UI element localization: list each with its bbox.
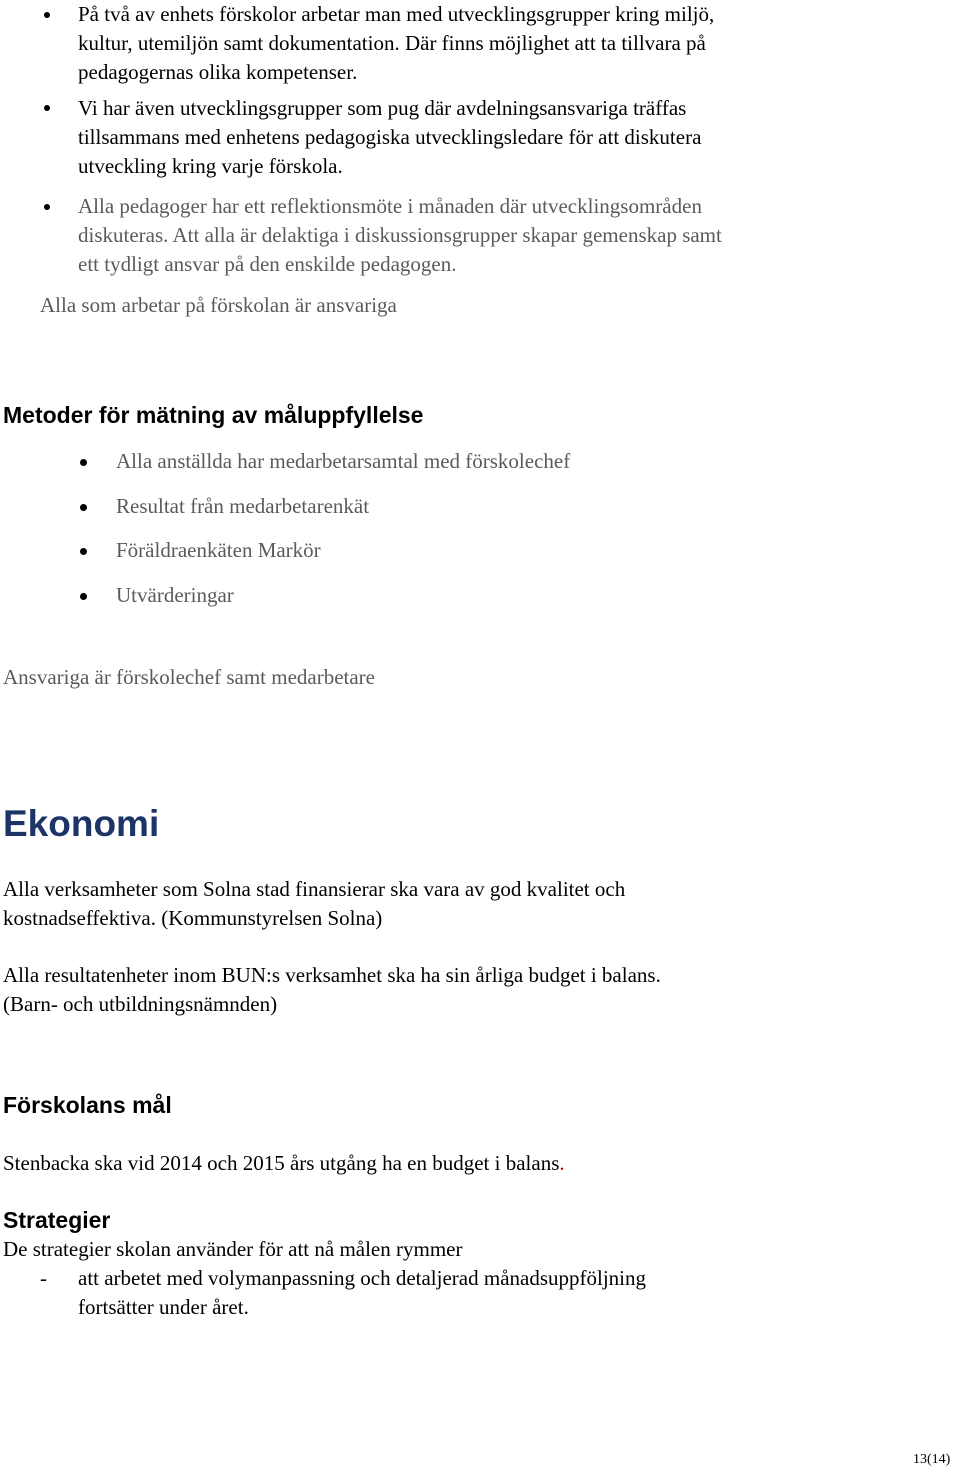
method-item: Utvärderingar [116,583,234,607]
bullet-dot [44,204,50,210]
bullet-item-1 [78,0,714,87]
paragraph-line: Alla resultatenheter inom BUN:s verksamhet ska ha sin årliga budget i balans. [3,963,661,987]
bullet-dot [80,593,87,600]
ekonomi-paragraph-1 [3,875,625,933]
strategy-line: fortsätter under året. [78,1295,249,1319]
strategy-line: att arbetet med volymanpassning och detaljerad månadsuppföljning [78,1266,647,1290]
method-item: Alla anställda har medarbetarsamtal med förskolechef [116,449,571,473]
bullet-dot [44,105,50,111]
responsible-all-text: Alla som arbetar på förskolan är ansvariga [40,293,397,317]
ekonomi-paragraph-2 [3,961,661,1019]
strategier-intro: De strategier skolan använder för att nå målen rymmer [3,1237,463,1261]
bullet-dot [80,548,87,555]
bullet-line: utveckling kring varje förskola. [78,154,343,178]
strategy-item [78,1264,646,1322]
bullet-item-3 [78,192,722,279]
bullet-item-2 [78,94,701,181]
bullet-dot [80,504,87,511]
bullet-dot [80,459,87,466]
strategier-heading: Strategier [3,1207,111,1233]
goal-period: . [559,1151,565,1175]
goal-text: Stenbacka ska vid 2014 och 2015 års utgång ha en budget i balans [3,1151,560,1175]
bullet-line: Alla pedagoger har ett reflektionsmöte i månaden där utvecklingsområden [78,194,702,218]
methods-heading: Metoder för mätning av måluppfyllelse [3,402,424,428]
strategy-dash: - [40,1266,47,1290]
method-item: Resultat från medarbetarenkät [116,494,370,518]
paragraph-line: Alla verksamheter som Solna stad finansierar ska vara av god kvalitet och [3,877,626,901]
bullet-line: ett tydligt ansvar på den enskilde pedagogen. [78,252,457,276]
bullet-line: diskuteras. Att alla är delaktiga i diskussionsgrupper skapar gemenskap samt [78,223,722,247]
method-item: Föräldraenkäten Markör [116,538,321,562]
ekonomi-heading: Ekonomi [3,803,160,844]
bullet-line: På två av enhets förskolor arbetar man med utvecklingsgrupper kring miljö, [78,2,715,26]
bullet-line: kultur, utemiljön samt dokumentation. Där finns möjlighet att ta tillvara på [78,31,706,55]
forskolans-mal-text [3,1149,565,1178]
paragraph-line: kostnadseffektiva. (Kommunstyrelsen Solna) [3,906,383,930]
forskolans-mal-heading: Förskolans mål [3,1092,172,1118]
bullet-dot [44,12,50,18]
bullet-line: tillsammans med enhetens pedagogiska utvecklingsledare för att diskutera [78,125,702,149]
paragraph-line: (Barn- och utbildningsnämnden) [3,992,278,1016]
page-number: 13(14) [913,1452,951,1467]
methods-responsible-text: Ansvariga är förskolechef samt medarbetare [3,665,375,689]
bullet-line: pedagogernas olika kompetenser. [78,60,358,84]
bullet-line: Vi har även utvecklingsgrupper som pug där avdelningsansvariga träffas [78,96,687,120]
